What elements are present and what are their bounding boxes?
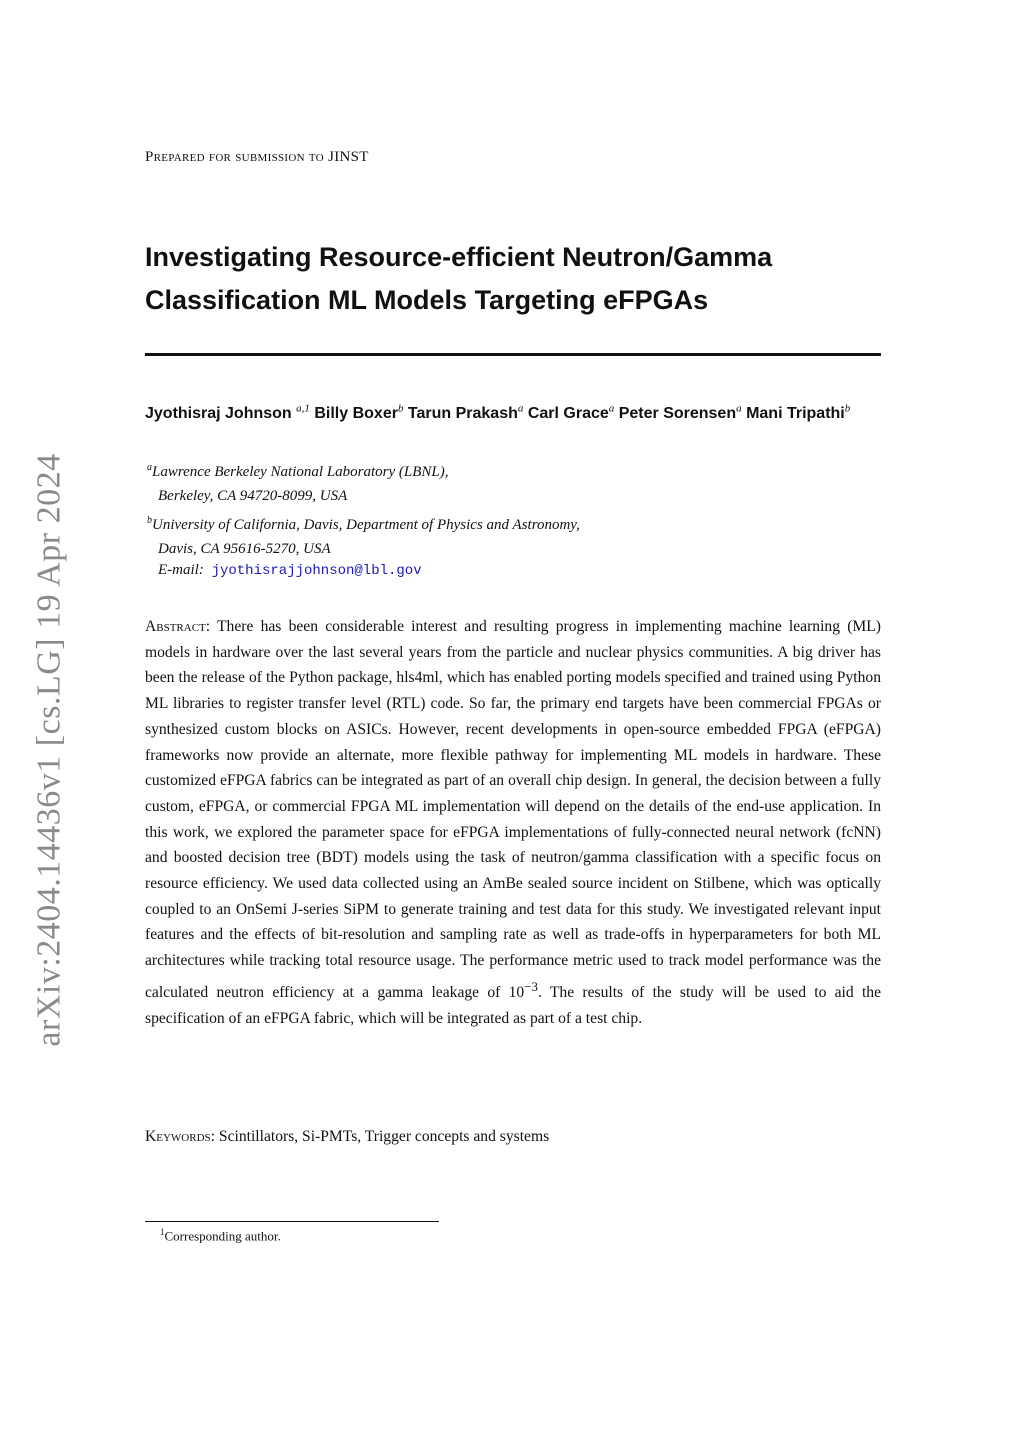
- footnote: [160, 1227, 281, 1244]
- footnote-mark: 1: [160, 1227, 165, 1237]
- affiliation: $^a$Lawrence Berkeley National Laboratory (LBNL), Berkeley, CA 94720-8099, USA: [147, 462, 449, 504]
- author: Tarun Prakash$^a$: [407, 403, 524, 423]
- prepared-prefix: Prepared for submission to: [145, 149, 324, 165]
- abstract-text-end: . The results of the study will be used to aid the specification of an eFPGA fabric, which will be integrated as part of a test chip.: [145, 984, 881, 1027]
- journal-name: JINST: [328, 149, 369, 165]
- footnote-text: Corresponding author.: [164, 1228, 281, 1244]
- arxiv-stamp: [30, 450, 70, 1050]
- author: Mani Tripathi$^b$: [746, 403, 851, 423]
- paper-title: Investigating Resource-efficient Neutron/Gamma Classification ML Models Targeting eFPGAs: [145, 242, 773, 315]
- author: Jyothisraj Johnson $^{a,1}$: [145, 403, 310, 423]
- author: Billy Boxer$^b$: [314, 403, 404, 423]
- author-list: [145, 396, 881, 427]
- abstract-label: Abstract:: [145, 618, 211, 635]
- arxiv-id: arXiv:2404.14436v1 [cs.LG] 19 Apr 2024: [31, 453, 68, 1047]
- affiliations: [147, 456, 883, 562]
- prepared-line: [145, 149, 369, 166]
- author: Carl Grace$^a$: [527, 403, 615, 423]
- abstract-text: There has been considerable interest and resulting progress in implementing machine learning (ML) models in hardware over the last several years from the particle and nuclear physics communities. A big driver has been the release of the Python package, hls4ml, which has enabled porting models specified and trained using Python ML libraries to register transfer level (RTL) code. So far, the primary end targets have been commercial FPGAs or synthesized custom blocks on ASICs. However, recent developments in open-source embedded FPGA (eFPGA) frameworks now provide an alternate, more flexible pathway for implementing ML models in hardware. These customized eFPGA fabrics can be integrated as part of an overall chip design. In general, the decision between a fully custom, eFPGA, or commercial FPGA ML implementation will depend on the details of the end-use application. In this work, we explored the parameter space for eFPGA implementations of fully-connected neural network (fcNN) and boosted decision tree (BDT) models using the task of neutron/gamma classification with a specific focus on resource efficiency. We used data collected using an AmBe sealed source incident on Stilbene, which was optically coupled to an OnSemi J-series SiPM to generate training and test data for this study. We investigated relevant input features and the effects of bit-resolution and sampling rate as well as trade-offs in hyperparameters for both ML architectures while tracking total resource usage. The performance metric used to track model performance was the calculated neutron efficiency at a gamma leakage of 10: [145, 618, 881, 1002]
- keywords-text: Scintillators, Si-PMTs, Trigger concepts and systems: [218, 1128, 550, 1145]
- affiliation: $^b$University of California, Davis, Department of Physics and Astronomy, Davis, CA 95616-5270, USA: [147, 515, 580, 557]
- email-line: [158, 562, 422, 579]
- email-link[interactable]: jyothisrajjohnson@lbl.gov: [211, 563, 422, 579]
- author: Peter Sorensen$^a$: [618, 403, 742, 423]
- email-label: E-mail:: [158, 562, 204, 578]
- footnote-rule: [145, 1221, 439, 1222]
- title-rule: [145, 353, 881, 356]
- keywords: [145, 1128, 881, 1146]
- abstract: [145, 614, 881, 1031]
- keywords-label: Keywords:: [145, 1128, 215, 1145]
- abstract-exponent: −3: [524, 978, 539, 994]
